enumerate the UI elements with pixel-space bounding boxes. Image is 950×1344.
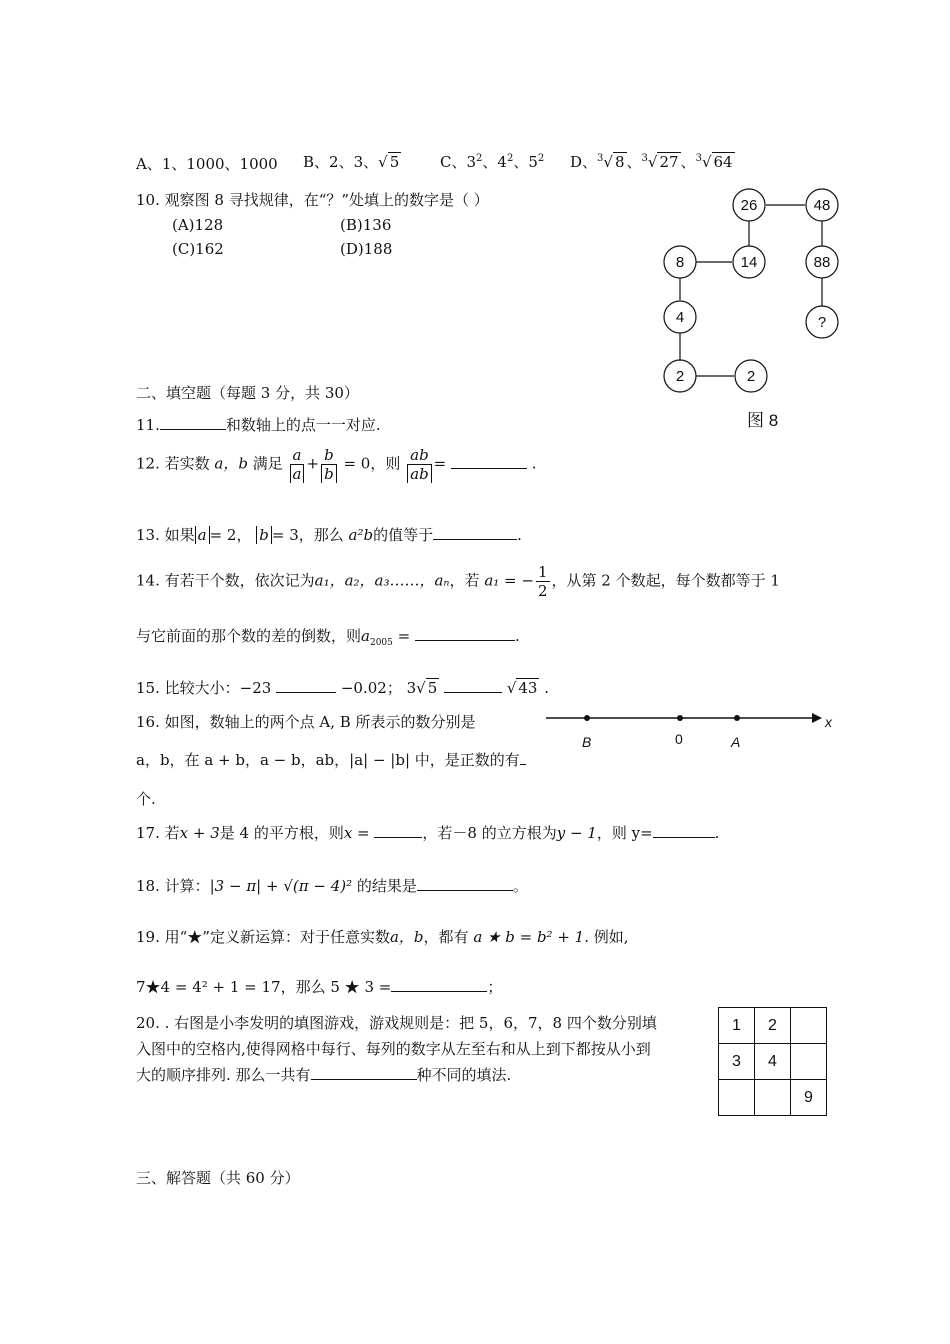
q20-line3: 大的顺序排列. 那么一共有 种不同的填法. <box>136 1066 512 1084</box>
fig8-node-26: 26 <box>740 197 758 214</box>
q10-option-c: (C)162 <box>172 240 224 258</box>
fig8-node-4: 4 <box>675 309 685 326</box>
q19-line1: 19. 用“★”定义新运算：对于任意实数a，b，都有 a ★ b = b² + 1. 例如, <box>136 928 629 946</box>
point-b <box>584 715 590 721</box>
q9-option-d: D、$^3$√ 8 、$^3$√ 27 、$^3$√ 64 <box>570 153 733 171</box>
q20-line2: 入图中的空格内,使得网格中每行、每列的数字从左至右和从上到下都按从小到 <box>136 1040 651 1058</box>
label-a: A <box>731 734 741 750</box>
grid-cell <box>791 1008 827 1044</box>
q16-line1: 16. 如图，数轴上的两个点 A, B 所表示的数分别是 <box>136 713 476 731</box>
fig8-node-2b: 2 <box>746 368 756 385</box>
fig8-node-88: 88 <box>813 254 831 271</box>
q10-option-d: (D)188 <box>340 240 393 258</box>
q12: 12. 若实数 a，b 满足 $\frac{a}{a}$ + $\frac{b}{b}$ = 0，则 $\frac{ab}{ab}$ = . <box>136 446 537 483</box>
fill-grid <box>718 1007 827 1116</box>
q9-option-b: B、2、3、√ 5 <box>303 153 400 171</box>
grid-cell <box>755 1080 791 1116</box>
fig8-node-8: 8 <box>675 254 685 271</box>
fig8-node-unknown: ? <box>817 314 827 331</box>
q10-option-b: (B)136 <box>340 216 392 234</box>
label-zero: 0 <box>675 731 683 747</box>
label-b: B <box>582 734 592 750</box>
figure-8-diagram <box>650 180 850 440</box>
q10-option-a: (A)128 <box>172 216 224 234</box>
grid-cell <box>719 1080 755 1116</box>
grid-cell: 2 <box>755 1008 791 1044</box>
section-3-title: 三、解答题（共 60 分） <box>136 1169 300 1187</box>
q17: 17. 若x + 3是 4 的平方根，则x = ，若－8 的立方根为y − 1，则 y= . <box>136 824 720 842</box>
q19-line2: 7★4 = 4² + 1 = 17，那么 5 ★ 3 = ； <box>136 978 503 996</box>
grid-cell: 3 <box>719 1044 755 1080</box>
number-line <box>540 700 840 760</box>
q16-line2: a，b，在 a + b，a − b，ab，|a| − |b| 中，是正数的有 <box>136 749 526 770</box>
fig8-node-48: 48 <box>813 197 831 214</box>
point-a <box>734 715 740 721</box>
q9-option-a: A、1、1000、1000 <box>136 155 278 173</box>
fig8-node-2a: 2 <box>675 368 685 385</box>
q14-line1: 14. 有若干个数，依次记为a₁，a₂，a₃……，aₙ，若 a₁ = − $\frac{1}{2}$ ，从第 2 个数起，每个数都等于 1 <box>136 563 780 600</box>
q11: 11. 和数轴上的点一一对应. <box>136 416 381 434</box>
section-2-title: 二、填空题（每题 3 分，共 30） <box>136 384 359 402</box>
point-zero <box>677 715 683 721</box>
q14-line2: 与它前面的那个数的差的倒数，则$a_{2005}$ = . <box>136 627 520 648</box>
fig8-node-14: 14 <box>740 254 758 271</box>
figure-8-caption: 图 8 <box>747 411 779 430</box>
q9-option-c: C、$3^2$、$4^2$、$5^2$ <box>440 153 545 171</box>
q15: 15. 比较大小：−23 −0.02； 3√ 5 √ 43 . <box>136 679 550 697</box>
label-x: x <box>825 714 832 730</box>
q18: 18. 计算：|3 − π| + √(π − 4)² 的结果是 。 <box>136 877 528 895</box>
grid-cell: 9 <box>791 1080 827 1116</box>
q10-stem: 10. 观察图 8 寻找规律，在“？”处填上的数字是（ ） <box>136 191 489 209</box>
grid-cell: 4 <box>755 1044 791 1080</box>
q16-line3: 个. <box>136 790 156 808</box>
grid-cell: 1 <box>719 1008 755 1044</box>
grid-cell <box>791 1044 827 1080</box>
q13: 13. 如果 a = 2， b = 3，那么 a²b的值等于 . <box>136 526 522 544</box>
q20-line1: 20. . 右图是小李发明的填图游戏，游戏规则是：把 5，6，7，8 四个数分别填 <box>136 1014 657 1032</box>
